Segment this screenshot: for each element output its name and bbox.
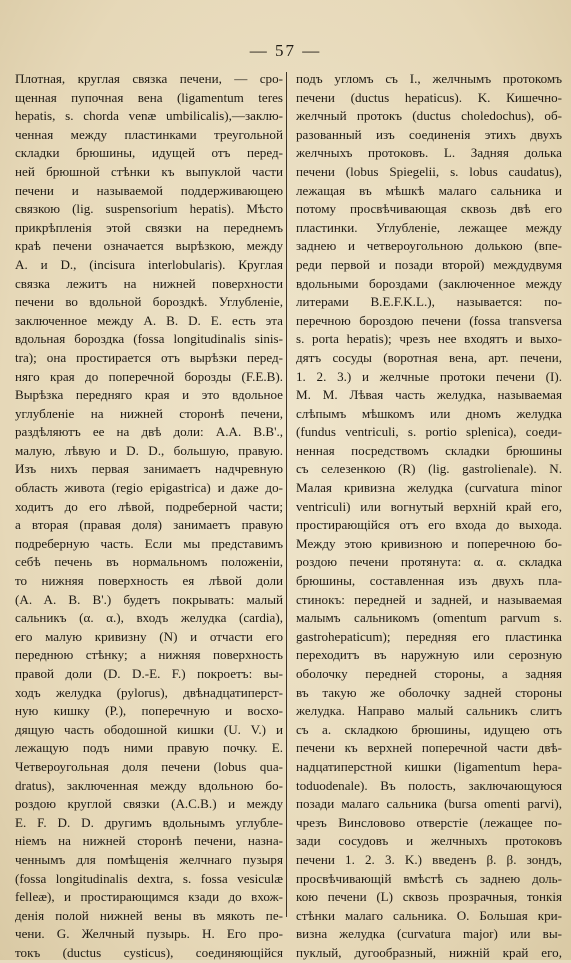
text-line: пуклый, дугообразный, нижній край его, — [296, 944, 562, 960]
text-line: ченнымъ для помѣщенія желчнаго пузыря — [15, 851, 283, 867]
column-divider — [286, 72, 287, 917]
text-line: ніемъ на нижней сторонѣ печени, назна- — [15, 833, 283, 849]
text-line: ненная посредствомъ складки брюшины — [296, 442, 562, 458]
text-line: надцатиперстной кишки (ligamentum hepa- — [296, 758, 562, 774]
text-line: дящую часть ободошной кишки (U. V.) и — [15, 721, 283, 737]
text-line: dratus), заключенная между вдольною бо- — [15, 777, 283, 793]
text-line: просвѣчивающій вмѣстѣ съ заднею доль- — [296, 870, 562, 886]
text-line: сальникъ (α. α.), входъ желудка (cardia), — [15, 610, 283, 626]
text-line: печени 1. 2. 3. K.) введенъ β. β. зондъ, — [296, 851, 562, 867]
text-line: Плотная, круглая связка печени, — сро- — [15, 71, 283, 86]
text-line: позади малаго сальника (bursa omenti parvi), — [296, 796, 562, 812]
text-line: ходъ желудка (pylorus), двѣнадцатиперст- — [15, 684, 283, 700]
text-line: Вырѣзка передняго края и это вдольное — [15, 387, 283, 403]
text-line: печени къ верхней поперечной части двѣ- — [296, 740, 562, 756]
text-line: ней брюшной стѣнки къ выпуклой части — [15, 163, 283, 179]
text-line: оболочку передней стороны, а задняя — [296, 666, 562, 681]
text-line: связкою (lig. suspensorium hepatis). Мѣсто — [15, 201, 283, 217]
text-line: hepatis, s. chorda venæ umbilicalis),—заклю- — [15, 108, 283, 124]
right-text-column — [296, 70, 562, 963]
text-line: вдольная бороздка (fossa longitudinalis sinis- — [15, 331, 283, 347]
text-line: gastrohepaticum); передняя его пластинка — [296, 628, 562, 644]
text-line: прикрѣпленія этой связки на переднемъ — [15, 219, 283, 235]
text-line: простирающійся отъ его входа до выхода. — [296, 517, 562, 533]
text-line: чрезъ Винсловово отверстіе (лежащее по- — [296, 814, 562, 830]
text-line: съ селезенкою (R) (lig. gastrolienale). N. — [296, 461, 562, 477]
text-line: брюшины, составленная изъ двухъ пла- — [296, 573, 562, 589]
text-line: лежащая въ мѣшкѣ малаго сальника и — [296, 182, 562, 198]
text-line: щенная пупочная вена (ligamentum teres — [15, 89, 283, 105]
text-line: ходитъ до его лѣвой, подреберной части; — [15, 498, 283, 514]
text-line: toduodenale). Въ полость, заключающуюся — [296, 777, 562, 793]
text-line: визна желудка (curvatura major) или вы- — [296, 926, 562, 942]
text-line: ную кишку (P.), поперечную и восхо- — [15, 703, 283, 719]
text-line: краѣ печени означается вырѣзкою, между — [15, 238, 283, 254]
text-line: кою печени (L) сквозь прозрачныя, тонкія — [296, 889, 562, 905]
text-line: зади сосудовъ и желчныхъ протоковъ — [296, 833, 562, 849]
text-line: роздою печени протянута: α. α. складка — [296, 554, 562, 570]
text-line: желчный протокъ (ductus choledochus), об- — [296, 108, 562, 124]
text-line: желчныхъ протоковъ. L. Задняя долька — [296, 145, 562, 161]
text-line: правой доли (D. D.-E. F.) покроетъ: вы- — [15, 666, 283, 681]
text-line: печени и называемой поддерживающею — [15, 182, 283, 198]
text-line: разованный изъ соединенія этихъ двухъ — [296, 126, 562, 142]
text-line: раздѣляютъ ее на двѣ доли: A.A. B.B'., — [15, 424, 283, 440]
left-text-column — [15, 70, 283, 963]
text-line: A. и D., (incisura interlobularis). Круглая — [15, 256, 283, 272]
text-line: подреберную часть. Если мы представимъ — [15, 535, 283, 551]
text-line: 1. 2. 3.) и желчные протоки печени (I). — [296, 368, 562, 384]
text-line: малымъ сальникомъ (omentum parvum s. — [296, 610, 562, 626]
text-line: стѣнки малаго сальника. O. Большая кри- — [296, 907, 562, 923]
text-line: перечною бороздою печени (fossa transversa — [296, 312, 562, 328]
text-line: переднюю стѣнку; а нижняя поверхность — [15, 647, 283, 663]
text-line: углубленіе на нижней сторонѣ печени, — [15, 405, 283, 421]
text-line: вдольными бороздами (заключенное между — [296, 275, 562, 291]
text-line: желудка. Направо малый сальникъ слитъ — [296, 703, 562, 719]
text-line: s. porta hepatis); чрезъ нее входятъ и выхо- — [296, 331, 562, 347]
text-line: M. M. Лѣвая часть желудка, называемая — [296, 387, 562, 403]
text-line: связка лежитъ на нижней поверхности — [15, 275, 283, 291]
text-line: Изъ нихъ первая занимаетъ надчревную — [15, 461, 283, 477]
text-line: E. F. D. D. другимъ вдольнымъ углубле- — [15, 814, 283, 830]
text-line: слѣпымъ мѣшкомъ или дномъ желудка — [296, 405, 562, 421]
text-line: печени во вдольной бороздкѣ. Углубленіе, — [15, 294, 283, 310]
text-line: стинокъ: передней и задней, и называемая — [296, 591, 562, 607]
text-line: Малая кривизна желудка (curvatura minor — [296, 480, 562, 496]
text-line: (fossa longitudinalis dextra, s. fossa vesiculæ — [15, 870, 283, 886]
text-line: литерами B.E.F.K.L.), называется: по- — [296, 294, 562, 310]
text-line: дятъ сосуды (воротная вена, арт. печени, — [296, 349, 562, 365]
text-line: роздою круглой связки (A.C.B.) и между — [15, 796, 283, 812]
text-line: tra); она простирается отъ вырѣзки перед- — [15, 349, 283, 365]
text-line: печени (lobus Spiegelii, s. lobus caudatus), — [296, 163, 562, 179]
text-line: пластинки. Углубленіе, лежащее между — [296, 219, 562, 235]
text-line: Четвероугольная доля печени (lobus qua- — [15, 758, 283, 774]
text-line: ventriculi) или вогнутый верхній край его, — [296, 498, 562, 514]
text-line: переходитъ въ наружную или серозную — [296, 647, 562, 663]
text-line: денія полой нижней вены въ мякоть пе- — [15, 907, 283, 923]
text-line: Между этою кривизною и поперечною бо- — [296, 535, 562, 551]
text-line: (fundus ventriculi, s. portio splenica), соеди- — [296, 424, 562, 440]
text-line: чени. G. Желчный пузырь. H. Его про- — [15, 926, 283, 942]
text-line: заднею и четвероугольною долькою (впе- — [296, 238, 562, 254]
text-line: его малую кривизну (N) и отчасти его — [15, 628, 283, 644]
text-line: печени (ductus hepaticus). K. Кишечно- — [296, 89, 562, 105]
text-line: ченная между пластинками треугольной — [15, 126, 283, 142]
text-line: то нижняя поверхность ея лѣвой доли — [15, 573, 283, 589]
text-line: реди первой и позади второй) междудвумя — [296, 256, 562, 272]
text-line: felleæ), и простирающимся кзади до вхож- — [15, 889, 283, 905]
text-line: заключенное между A. B. D. E. есть эта — [15, 312, 283, 328]
text-line: малую, лѣвую и D. D., большую, правую. — [15, 442, 283, 458]
text-line: токъ (ductus cysticus), соединяющійся — [15, 944, 283, 960]
text-line: себѣ печень въ нормальномъ положеніи, — [15, 554, 283, 570]
page-number: — 57 — — [249, 41, 322, 60]
text-line: лежащую подъ ними правую почку. E. — [15, 740, 283, 756]
text-line: складки брюшины, идущей отъ перед- — [15, 145, 283, 161]
text-line: няго края до поперечной борозды (F.E.B). — [15, 368, 283, 384]
text-line: въ такую же оболочку задней стороны — [296, 684, 562, 700]
text-line: съ a. складкою брюшины, идущею отъ — [296, 721, 562, 737]
text-line: потому просвѣчивающая сквозь двѣ его — [296, 201, 562, 217]
text-line: (A. A. B. B'.) будетъ покрывать: малый — [15, 591, 283, 607]
text-line: подъ угломъ съ I., желчнымъ протокомъ — [296, 71, 562, 86]
text-line: область живота (regio epigastrica) и даже до- — [15, 480, 283, 496]
text-line: а вторая (правая доля) занимаетъ правую — [15, 517, 283, 533]
